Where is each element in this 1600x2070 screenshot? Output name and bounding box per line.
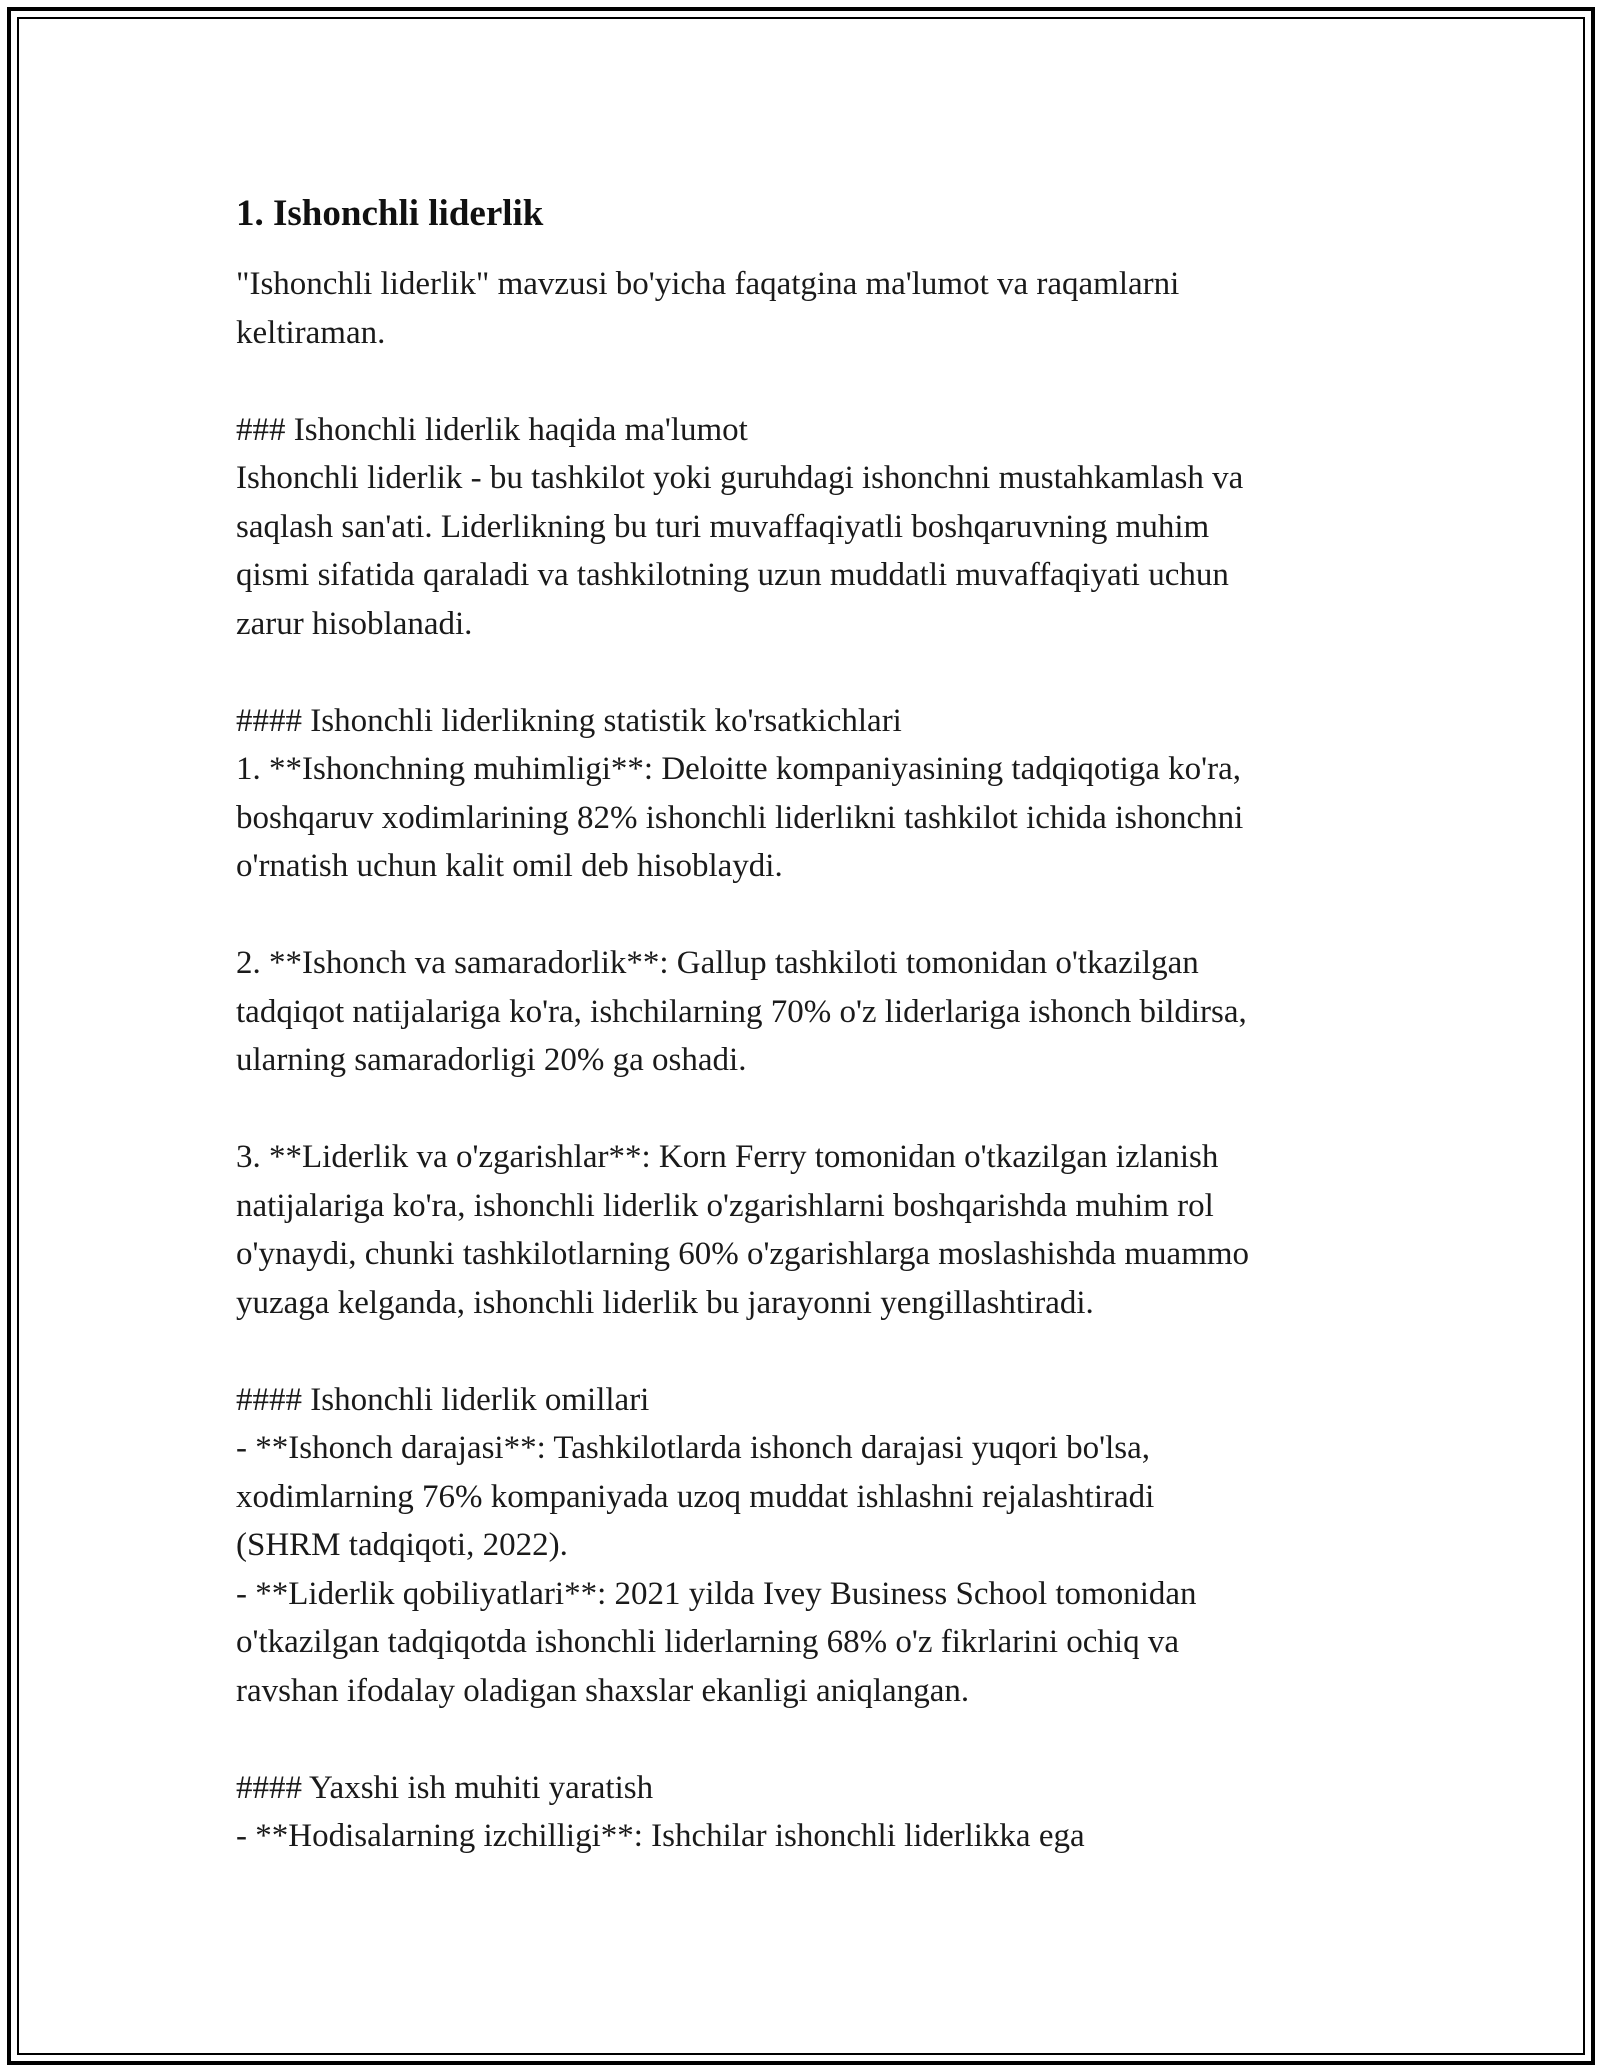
text-line: "Ishonchli liderlik" mavzusi bo'yicha faqatgina ma'lumot va raqamlarni xyxy=(236,266,1180,302)
text-line: - **Liderlik qobiliyatlari**: 2021 yilda Ivey Business School tomonidan xyxy=(236,1575,1197,1612)
text-line: keltiraman. xyxy=(236,314,386,351)
text-line: zarur hisoblanadi. xyxy=(236,605,473,642)
paragraph-gap xyxy=(236,357,1386,406)
paragraph-info xyxy=(236,406,1386,649)
paragraph-gap xyxy=(236,1085,1386,1134)
paragraph-stats-1 xyxy=(236,697,1386,891)
text-line: tadqiqot natijalariga ko'ra, ishchilarning 70% o'z liderlariga ishonch bildirsa, xyxy=(236,993,1247,1030)
text-line: 2. **Ishonch va samaradorlik**: Gallup tashkiloti tomonidan o'tkazilgan xyxy=(236,945,1199,981)
paragraph-gap xyxy=(236,891,1386,940)
paragraph-environment xyxy=(236,1764,1386,1861)
text-line: #### Ishonchli liderlikning statistik ko'rsatkichlari xyxy=(236,702,902,739)
text-line: Ishonchli liderlik - bu tashkilot yoki guruhdagi ishonchni mustahkamlash va xyxy=(236,460,1244,496)
text-line: 3. **Liderlik va o'zgarishlar**: Korn Ferry tomonidan o'tkazilgan izlanish xyxy=(236,1139,1219,1175)
text-line: - **Hodisalarning izchilligi**: Ishchilar ishonchli liderlikka ega xyxy=(236,1818,1085,1854)
document-title: 1. Ishonchli liderlik xyxy=(236,193,544,234)
paragraph-gap xyxy=(236,1715,1386,1764)
document-body xyxy=(236,188,1386,1861)
text-line: 1. **Ishonchning muhimligi**: Deloitte kompaniyasining tadqiqotiga ko'ra, xyxy=(236,751,1241,787)
paragraph-stats-3 xyxy=(236,1133,1386,1327)
paragraph-gap xyxy=(236,1327,1386,1376)
text-line: boshqaruv xodimlarining 82% ishonchli liderlikni tashkilot ichida ishonchni xyxy=(236,799,1244,836)
text-line: (SHRM tadqiqoti, 2022). xyxy=(236,1527,568,1563)
text-line: o'ynaydi, chunki tashkilotlarning 60% o'zgarishlarga moslashishda muammo xyxy=(236,1236,1250,1272)
text-line: #### Ishonchli liderlik omillari xyxy=(236,1381,650,1418)
paragraph-gap xyxy=(236,648,1386,697)
paragraph-stats-2 xyxy=(236,939,1386,1085)
text-line: - **Ishonch darajasi**: Tashkilotlarda ishonch darajasi yuqori bo'lsa, xyxy=(236,1430,1150,1466)
paragraph-intro xyxy=(236,260,1386,357)
paragraph-factors xyxy=(236,1376,1386,1716)
text-line: ularning samaradorligi 20% ga oshadi. xyxy=(236,1042,747,1078)
text-line: xodimlarning 76% kompaniyada uzoq muddat ishlashni rejalashtiradi xyxy=(236,1478,1155,1515)
text-line: ravshan ifodalay oladigan shaxslar ekanligi aniqlangan. xyxy=(236,1672,970,1709)
text-line: #### Yaxshi ish muhiti yaratish xyxy=(236,1769,654,1806)
text-line: saqlash san'ati. Liderlikning bu turi muvaffaqiyatli boshqaruvning muhim xyxy=(236,508,1210,545)
text-line: yuzaga kelganda, ishonchli liderlik bu jarayonni yengillashtiradi. xyxy=(236,1284,1094,1321)
text-line: qismi sifatida qaraladi va tashkilotning uzun muddatli muvaffaqiyati uchun xyxy=(236,557,1229,593)
text-line: ### Ishonchli liderlik haqida ma'lumot xyxy=(236,411,748,448)
text-line: o'tkazilgan tadqiqotda ishonchli liderlarning 68% o'z fikrlarini ochiq va xyxy=(236,1624,1179,1660)
text-line: o'rnatish uchun kalit omil deb hisoblaydi. xyxy=(236,848,783,884)
text-line: natijalariga ko'ra, ishonchli liderlik o'zgarishlarni boshqarishda muhim rol xyxy=(236,1187,1214,1224)
